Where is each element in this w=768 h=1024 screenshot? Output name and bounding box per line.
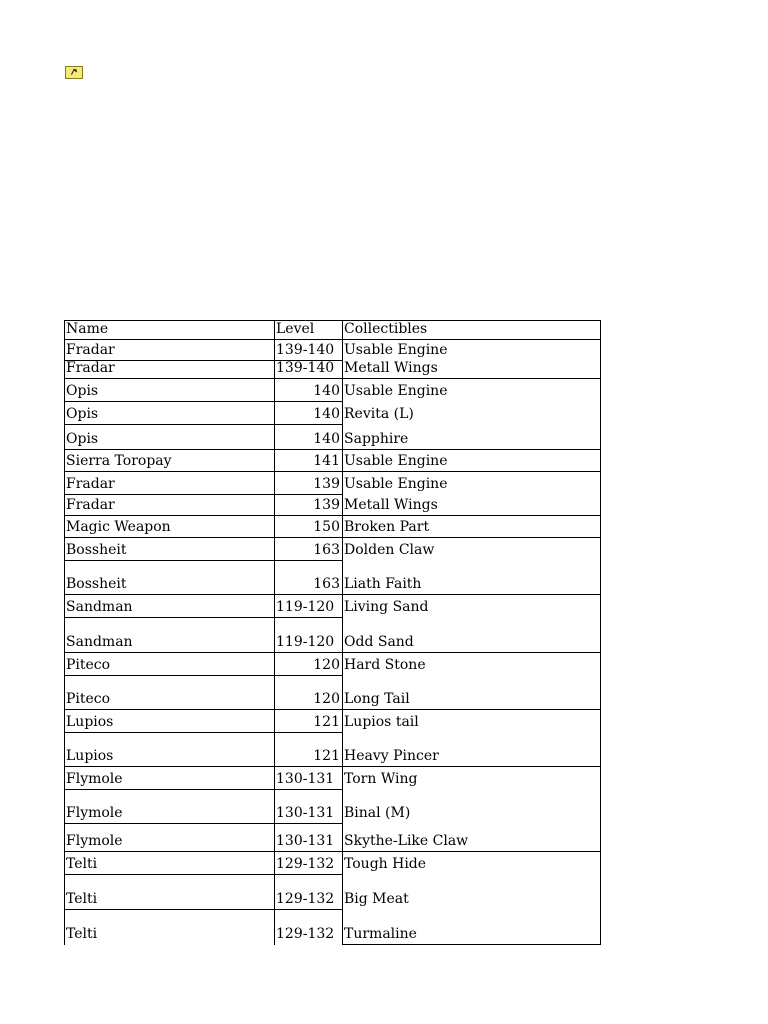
row-level: 121 bbox=[313, 714, 340, 730]
row-level: 139-140 bbox=[276, 360, 335, 376]
row-level: 129-132 bbox=[276, 926, 335, 942]
row-name: Magic Weapon bbox=[66, 519, 171, 535]
row-collectible: Heavy Pincer bbox=[344, 748, 439, 764]
row-name: Piteco bbox=[66, 691, 111, 707]
row-name: Opis bbox=[66, 383, 99, 399]
header-name: Name bbox=[66, 321, 109, 337]
row-name: Flymole bbox=[66, 771, 123, 787]
row-name: Bossheit bbox=[66, 576, 127, 592]
row-name: Fradar bbox=[66, 360, 115, 376]
row-name: Fradar bbox=[66, 342, 115, 358]
row-collectible: Revita (L) bbox=[344, 406, 414, 422]
row-collectible: Long Tail bbox=[344, 691, 410, 707]
row-level: 163 bbox=[313, 542, 340, 558]
row-level: 129-132 bbox=[276, 891, 335, 907]
paste-options-icon[interactable] bbox=[65, 66, 83, 79]
row-name: Fradar bbox=[66, 476, 115, 492]
row-name: Flymole bbox=[66, 833, 123, 849]
row-collectible: Turmaline bbox=[344, 926, 417, 942]
row-level: 130-131 bbox=[276, 805, 335, 821]
row-name: Sandman bbox=[66, 599, 133, 615]
row-level: 150 bbox=[313, 519, 340, 535]
row-name: Lupios bbox=[66, 714, 114, 730]
row-name: Opis bbox=[66, 406, 99, 422]
row-level: 140 bbox=[313, 383, 340, 399]
row-collectible: Usable Engine bbox=[344, 453, 448, 469]
row-level: 129-132 bbox=[276, 856, 335, 872]
row-collectible: Dolden Claw bbox=[344, 542, 435, 558]
row-collectible: Tough Hide bbox=[344, 856, 427, 872]
row-collectible: Usable Engine bbox=[344, 383, 448, 399]
row-level: 120 bbox=[313, 691, 340, 707]
row-level: 139 bbox=[313, 476, 340, 492]
row-collectible: Lupios tail bbox=[344, 714, 419, 730]
row-collectible: Odd Sand bbox=[344, 634, 414, 650]
row-name: Lupios bbox=[66, 748, 114, 764]
header-collectibles: Collectibles bbox=[344, 321, 428, 337]
row-level: 139-140 bbox=[276, 342, 335, 358]
row-name: Telti bbox=[66, 856, 98, 872]
row-name: Piteco bbox=[66, 657, 111, 673]
row-level: 163 bbox=[313, 576, 340, 592]
row-name: Fradar bbox=[66, 497, 115, 513]
row-collectible: Broken Part bbox=[344, 519, 430, 535]
row-name: Sandman bbox=[66, 634, 133, 650]
row-level: 140 bbox=[313, 406, 340, 422]
row-level: 119-120 bbox=[276, 634, 335, 650]
row-collectible: Usable Engine bbox=[344, 476, 448, 492]
row-name: Flymole bbox=[66, 805, 123, 821]
row-collectible: Metall Wings bbox=[344, 497, 438, 513]
row-collectible: Hard Stone bbox=[344, 657, 426, 673]
row-collectible: Skythe-Like Claw bbox=[344, 833, 469, 849]
row-collectible: Living Sand bbox=[344, 599, 429, 615]
row-level: 130-131 bbox=[276, 833, 335, 849]
row-name: Sierra Toropay bbox=[66, 453, 172, 469]
row-name: Opis bbox=[66, 431, 99, 447]
header-level: Level bbox=[276, 321, 315, 337]
row-collectible: Sapphire bbox=[344, 431, 409, 447]
row-level: 141 bbox=[313, 453, 340, 469]
row-level: 130-131 bbox=[276, 771, 335, 787]
row-name: Telti bbox=[66, 926, 98, 942]
row-name: Bossheit bbox=[66, 542, 127, 558]
row-level: 139 bbox=[313, 497, 340, 513]
row-level: 140 bbox=[313, 431, 340, 447]
row-collectible: Liath Faith bbox=[344, 576, 422, 592]
row-name: Telti bbox=[66, 891, 98, 907]
collectibles-table bbox=[64, 320, 601, 945]
row-level: 120 bbox=[313, 657, 340, 673]
row-collectible: Usable Engine bbox=[344, 342, 448, 358]
row-collectible: Torn Wing bbox=[344, 771, 418, 787]
row-collectible: Big Meat bbox=[344, 891, 409, 907]
row-collectible: Metall Wings bbox=[344, 360, 438, 376]
row-level: 121 bbox=[313, 748, 340, 764]
row-collectible: Binal (M) bbox=[344, 805, 411, 821]
row-level: 119-120 bbox=[276, 599, 335, 615]
